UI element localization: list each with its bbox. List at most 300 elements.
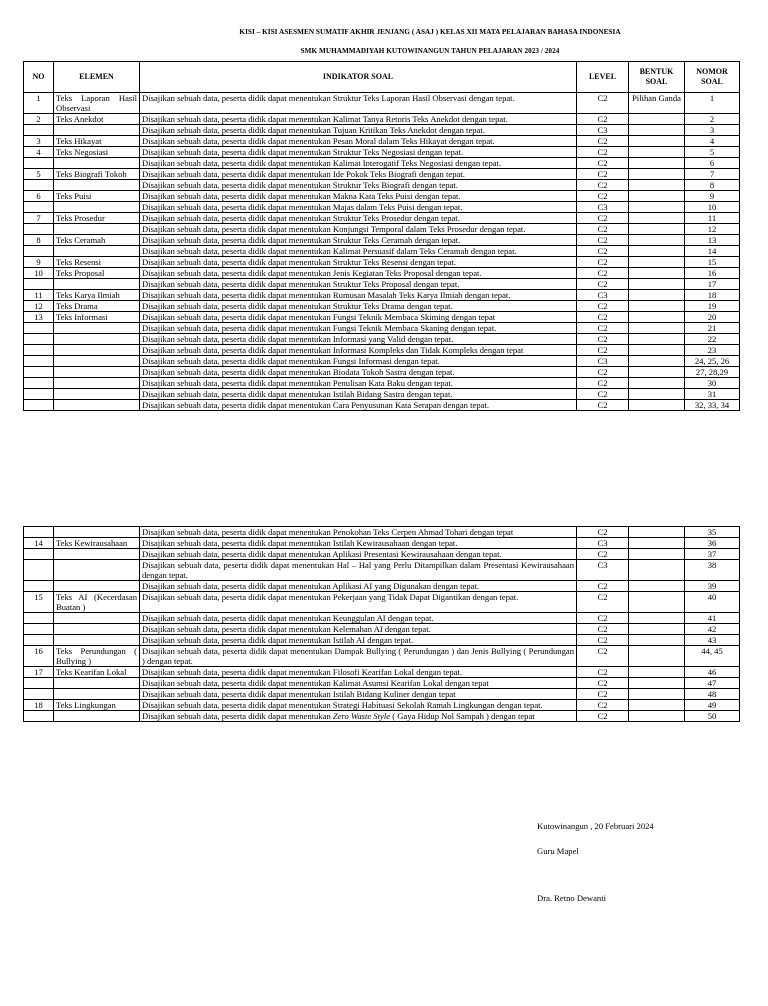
indikator-cell: Disajikan sebuah data, peserta didik dapat menentukan Struktur Teks Proposal dengan tepat. [140,279,577,290]
level-cell: C2 [577,613,629,624]
bentuk-soal-cell [629,169,685,180]
level-cell: C2 [577,246,629,257]
nomor-soal-cell: 30 [685,378,740,389]
row-number: 7 [24,213,54,224]
table-row [24,180,740,191]
table-row [24,527,740,538]
table-row [24,592,740,613]
bentuk-soal-cell [629,400,685,411]
kisi-kisi-table-page-2 [23,526,740,722]
table-row [24,257,740,268]
table-row [24,549,740,560]
bentuk-soal-cell [629,646,685,667]
level-cell: C3 [577,202,629,213]
row-number [24,180,54,191]
table-row [24,246,740,257]
bentuk-soal-cell [629,334,685,345]
nomor-soal-cell: 10 [685,202,740,213]
nomor-soal-cell: 19 [685,301,740,312]
row-number [24,356,54,367]
table-row [24,560,740,581]
column-header-indikator: INDIKATOR SOAL [140,62,577,93]
bentuk-soal-cell [629,367,685,378]
row-number [24,323,54,334]
level-cell: C3 [577,356,629,367]
row-number [24,367,54,378]
table-row [24,635,740,646]
nomor-soal-cell: 4 [685,136,740,147]
bentuk-soal-cell [629,356,685,367]
level-cell: C2 [577,323,629,334]
nomor-soal-cell: 11 [685,213,740,224]
nomor-soal-cell: 49 [685,700,740,711]
indikator-text: ( Gaya Hidup Nol Sampah ) dengan tepat [390,711,535,721]
nomor-soal-cell: 20 [685,312,740,323]
elemen-cell [54,711,140,722]
nomor-soal-cell: 48 [685,689,740,700]
bentuk-soal-cell [629,560,685,581]
bentuk-soal-cell [629,527,685,538]
row-number [24,635,54,646]
nomor-soal-cell: 9 [685,191,740,202]
bentuk-soal-cell [629,323,685,334]
row-number [24,125,54,136]
bentuk-soal-cell [629,549,685,560]
indikator-cell: Disajikan sebuah data, peserta didik dapat menentukan Struktur Teks Resensi dengan tepat. [140,257,577,268]
indikator-cell: Disajikan sebuah data, peserta didik dapat menentukan Majas dalam Teks Puisi dengan tepat. [140,202,577,213]
bentuk-soal-cell [629,389,685,400]
nomor-soal-cell: 23 [685,345,740,356]
level-cell: C2 [577,635,629,646]
signature-name: Dra. Retno Dewanti [537,893,606,903]
elemen-cell: Teks Perundungan ( Bullying ) [54,646,140,667]
indikator-cell: Disajikan sebuah data, peserta didik dapat menentukan Kalimat Interogatif Teks Negosiasi dengan tepat. [140,158,577,169]
bentuk-soal-cell [629,624,685,635]
elemen-cell [54,549,140,560]
indikator-cell: Disajikan sebuah data, peserta didik dapat menentukan Penokohan Teks Cerpen Ahmad Tohari dengan tepat [140,527,577,538]
bentuk-soal-cell [629,667,685,678]
nomor-soal-cell: 2 [685,114,740,125]
bentuk-soal-cell [629,268,685,279]
table-row [24,700,740,711]
table-row [24,114,740,125]
level-cell: C2 [577,345,629,356]
nomor-soal-cell: 31 [685,389,740,400]
row-number [24,527,54,538]
indikator-cell: Disajikan sebuah data, peserta didik dapat menentukan Penulisan Kata Baku dengan tepat. [140,378,577,389]
level-cell: C2 [577,400,629,411]
bentuk-soal-cell [629,378,685,389]
bentuk-soal-cell [629,213,685,224]
indikator-cell: Disajikan sebuah data, peserta didik dapat menentukan Struktur Teks Negosiasi dengan tepat. [140,147,577,158]
bentuk-soal-cell [629,689,685,700]
table-row [24,613,740,624]
bentuk-soal-cell [629,246,685,257]
bentuk-soal-cell [629,257,685,268]
indikator-cell: Disajikan sebuah data, peserta didik dapat menentukan Struktur Teks Laporan Hasil Observasi dengan tepat. [140,93,577,114]
indikator-cell: Disajikan sebuah data, peserta didik dapat menentukan Istilah Bidang Kuliner dengan tepat [140,689,577,700]
row-number [24,711,54,722]
level-cell: C2 [577,678,629,689]
bentuk-soal-cell [629,136,685,147]
table-body-page-1 [24,93,740,411]
indikator-cell: Disajikan sebuah data, peserta didik dapat menentukan Makna Kata Teks Puisi dengan tepat. [140,191,577,202]
level-cell: C2 [577,235,629,246]
row-number: 2 [24,114,54,125]
table-row [24,213,740,224]
indikator-cell: Disajikan sebuah data, peserta didik dapat menentukan Aplikasi Presentasi Kewirausahaan dengan tepat. [140,549,577,560]
row-number [24,581,54,592]
nomor-soal-cell: 40 [685,592,740,613]
nomor-soal-cell: 38 [685,560,740,581]
elemen-cell [54,367,140,378]
bentuk-soal-cell [629,114,685,125]
bentuk-soal-cell: Pilihan Ganda [629,93,685,114]
bentuk-soal-cell [629,191,685,202]
level-cell: C3 [577,538,629,549]
bentuk-soal-cell [629,312,685,323]
elemen-cell [54,345,140,356]
indikator-cell: Disajikan sebuah data, peserta didik dapat menentukan Strategi Habituasi Sekolah Ramah Lingkungan dengan tepat. [140,700,577,711]
table-row [24,538,740,549]
bentuk-soal-cell [629,202,685,213]
level-cell: C2 [577,114,629,125]
elemen-cell: Teks Drama [54,301,140,312]
elemen-cell [54,224,140,235]
bentuk-soal-cell [629,158,685,169]
indikator-cell: Disajikan sebuah data, peserta didik dapat menentukan Kalimat Asumsi Kearifan Lokal dengan tepat [140,678,577,689]
table-row [24,202,740,213]
table-row [24,268,740,279]
column-header-bentuk-soal: BENTUK SOAL [629,62,685,93]
indikator-cell: Disajikan sebuah data, peserta didik dapat menentukan Fungsi Teknik Membaca Skaning dengan tepat. [140,323,577,334]
row-number [24,400,54,411]
nomor-soal-cell: 35 [685,527,740,538]
elemen-cell [54,334,140,345]
table-row [24,93,740,114]
elemen-cell: Teks Proposal [54,268,140,279]
signature-place-date: Kutowinangun , 20 Februari 2024 [537,821,654,831]
table-row [24,581,740,592]
elemen-cell [54,581,140,592]
nomor-soal-cell: 46 [685,667,740,678]
nomor-soal-cell: 27, 28,29 [685,367,740,378]
bentuk-soal-cell [629,235,685,246]
row-number [24,345,54,356]
indikator-cell: Disajikan sebuah data, peserta didik dapat menentukan Pekerjaan yang Tidak Dapat Digantikan dengan tepat. [140,592,577,613]
row-number [24,560,54,581]
elemen-cell: Teks Prosedur [54,213,140,224]
level-cell: C2 [577,93,629,114]
table-row [24,624,740,635]
elemen-cell [54,689,140,700]
elemen-cell [54,356,140,367]
elemen-cell [54,125,140,136]
nomor-soal-cell: 3 [685,125,740,136]
nomor-soal-cell: 14 [685,246,740,257]
nomor-soal-cell: 8 [685,180,740,191]
indikator-cell: Disajikan sebuah data, peserta didik dapat menentukan Kalimat Persuasif dalam Teks Ceramah dengan tepat. [140,246,577,257]
level-cell: C2 [577,667,629,678]
table-row [24,400,740,411]
table-row [24,356,740,367]
elemen-cell [54,246,140,257]
indikator-cell: Disajikan sebuah data, peserta didik dapat menentukan Hal – Hal yang Perlu Ditampilkan dalam Presentasi Kewirausahaan dengan tepat. [140,560,577,581]
row-number [24,678,54,689]
elemen-cell: Teks Lingkungan [54,700,140,711]
table-row [24,158,740,169]
row-number [24,246,54,257]
indikator-cell: Disajikan sebuah data, peserta didik dapat menentukan Fungsi Informasi dengan tepat. [140,356,577,367]
table-row [24,378,740,389]
table-row [24,389,740,400]
elemen-cell: Teks Ceramah [54,235,140,246]
bentuk-soal-cell [629,678,685,689]
row-number: 9 [24,257,54,268]
indikator-cell: Disajikan sebuah data, peserta didik dapat menentukan Istilah Kewirausahaan dengan tepat. [140,538,577,549]
nomor-soal-cell: 36 [685,538,740,549]
indikator-cell: Disajikan sebuah data, peserta didik dapat menentukan Konjungsi Temporal dalam Teks Prosedur dengan tepat. [140,224,577,235]
elemen-cell [54,389,140,400]
table-row [24,235,740,246]
nomor-soal-cell: 37 [685,549,740,560]
bentuk-soal-cell [629,301,685,312]
elemen-cell [54,158,140,169]
table-row [24,367,740,378]
row-number [24,334,54,345]
elemen-cell: Teks Karya Ilmiah [54,290,140,301]
level-cell: C2 [577,700,629,711]
nomor-soal-cell: 5 [685,147,740,158]
row-number [24,158,54,169]
nomor-soal-cell: 32, 33, 34 [685,400,740,411]
elemen-cell [54,279,140,290]
nomor-soal-cell: 6 [685,158,740,169]
elemen-cell: Teks AI (Kecerdasan Buatan ) [54,592,140,613]
bentuk-soal-cell [629,592,685,613]
row-number [24,549,54,560]
bentuk-soal-cell [629,125,685,136]
level-cell: C2 [577,213,629,224]
table-row [24,345,740,356]
bentuk-soal-cell [629,581,685,592]
table-row [24,125,740,136]
nomor-soal-cell: 44, 45 [685,646,740,667]
nomor-soal-cell: 15 [685,257,740,268]
row-number: 1 [24,93,54,114]
row-number: 5 [24,169,54,180]
row-number [24,613,54,624]
row-number: 6 [24,191,54,202]
table-row [24,667,740,678]
row-number: 13 [24,312,54,323]
row-number: 16 [24,646,54,667]
row-number [24,389,54,400]
bentuk-soal-cell [629,345,685,356]
bentuk-soal-cell [629,180,685,191]
row-number [24,279,54,290]
bentuk-soal-cell [629,224,685,235]
indikator-cell: Disajikan sebuah data, peserta didik dapat menentukan Istilah AI dengan tepat. [140,635,577,646]
elemen-cell: Teks Informasi [54,312,140,323]
level-cell: C3 [577,560,629,581]
bentuk-soal-cell [629,290,685,301]
table-body-page-2 [24,527,740,722]
column-header-nomor-soal: NOMOR SOAL [685,62,740,93]
level-cell: C2 [577,191,629,202]
bentuk-soal-cell [629,538,685,549]
level-cell: C2 [577,592,629,613]
elemen-cell [54,378,140,389]
level-cell: C2 [577,378,629,389]
bentuk-soal-cell [629,147,685,158]
document-title: KISI – KISI ASESMEN SUMATIF AKHIR JENJANG ( ASAJ ) KELAS XII MATA PELAJARAN BAHASA INDONESIA [239,28,621,36]
row-number [24,224,54,235]
nomor-soal-cell: 13 [685,235,740,246]
indikator-cell: Disajikan sebuah data, peserta didik dapat menentukan Filosofi Kearifan Lokal dengan tepat. [140,667,577,678]
nomor-soal-cell: 50 [685,711,740,722]
row-number: 4 [24,147,54,158]
elemen-cell: Teks Puisi [54,191,140,202]
table-row [24,136,740,147]
level-cell: C2 [577,169,629,180]
level-cell: C2 [577,624,629,635]
level-cell: C2 [577,689,629,700]
indikator-cell: Disajikan sebuah data, peserta didik dapat menentukan Struktur Teks Drama dengan tepat. [140,301,577,312]
row-number: 8 [24,235,54,246]
nomor-soal-cell: 17 [685,279,740,290]
indikator-cell: Disajikan sebuah data, peserta didik dapat menentukan Pesan Moral dalam Teks Hikayat dengan tepat. [140,136,577,147]
bentuk-soal-cell [629,700,685,711]
table-header-row [24,62,740,93]
nomor-soal-cell: 12 [685,224,740,235]
table-row [24,323,740,334]
column-header-no: NO [24,62,54,93]
elemen-cell [54,323,140,334]
indikator-cell: Disajikan sebuah data, peserta didik dapat menentukan Jenis Kegiatan Teks Proposal dengan tepat. [140,268,577,279]
indikator-cell: Disajikan sebuah data, peserta didik dapat menentukan Kelemahan AI dengan tepat. [140,624,577,635]
table-row [24,279,740,290]
indikator-cell: Disajikan sebuah data, peserta didik dapat menentukan Fungsi Teknik Membaca Skiming dengan tepat [140,312,577,323]
elemen-cell: Teks Laporan Hasil Observasi [54,93,140,114]
table-row [24,301,740,312]
level-cell: C3 [577,125,629,136]
nomor-soal-cell: 16 [685,268,740,279]
column-header-elemen: ELEMEN [54,62,140,93]
elemen-cell [54,560,140,581]
level-cell: C2 [577,312,629,323]
row-number: 11 [24,290,54,301]
indikator-cell: Disajikan sebuah data, peserta didik dapat menentukan Informasi yang Valid dengan tepat. [140,334,577,345]
level-cell: C2 [577,257,629,268]
row-number: 12 [24,301,54,312]
level-cell: C2 [577,136,629,147]
indikator-cell: Disajikan sebuah data, peserta didik dapat menentukan Dampak Bullying ( Perundungan ) dan Jenis Bullying ( Perundungan ) dengan tepat. [140,646,577,667]
row-number: 18 [24,700,54,711]
indikator-cell: Disajikan sebuah data, peserta didik dapat menentukan Struktur Teks Prosedur dengan tepat. [140,213,577,224]
nomor-soal-cell: 21 [685,323,740,334]
table-row [24,169,740,180]
level-cell: C2 [577,224,629,235]
table-row [24,334,740,345]
indikator-cell: Disajikan sebuah data, peserta didik dapat menentukan Cara Penyusunan Kata Serapan dengan tepat. [140,400,577,411]
indikator-text: Disajikan sebuah data, peserta didik dapat menentukan [142,711,333,721]
table-row [24,689,740,700]
row-number [24,378,54,389]
bentuk-soal-cell [629,279,685,290]
indikator-cell: Disajikan sebuah data, peserta didik dapat menentukan Kalimat Tanya Retoris Teks Anekdot dengan tepat. [140,114,577,125]
elemen-cell [54,400,140,411]
indikator-cell [140,711,577,722]
table-row [24,678,740,689]
nomor-soal-cell: 7 [685,169,740,180]
bentuk-soal-cell [629,711,685,722]
level-cell: C2 [577,158,629,169]
row-number: 10 [24,268,54,279]
row-number: 17 [24,667,54,678]
indikator-cell: Disajikan sebuah data, peserta didik dapat menentukan Informasi Kompleks dan Tidak Kompleks dengan tepat [140,345,577,356]
level-cell: C2 [577,581,629,592]
indikator-cell: Disajikan sebuah data, peserta didik dapat menentukan Struktur Teks Ceramah dengan tepat. [140,235,577,246]
table-row [24,711,740,722]
table-row [24,646,740,667]
elemen-cell: Teks Kewirausahaan [54,538,140,549]
indikator-cell: Disajikan sebuah data, peserta didik dapat menentukan Tujuan Kritikan Teks Anekdot dengan tepat. [140,125,577,136]
elemen-cell [54,180,140,191]
nomor-soal-cell: 22 [685,334,740,345]
row-number [24,689,54,700]
level-cell: C2 [577,180,629,191]
level-cell: C2 [577,268,629,279]
level-cell: C2 [577,367,629,378]
level-cell: C2 [577,279,629,290]
row-number: 15 [24,592,54,613]
row-number: 3 [24,136,54,147]
level-cell: C2 [577,389,629,400]
indikator-cell: Disajikan sebuah data, peserta didik dapat menentukan Keunggulan AI dengan tepat. [140,613,577,624]
table-row [24,224,740,235]
elemen-cell: Teks Biografi Tokoh [54,169,140,180]
level-cell: C2 [577,646,629,667]
level-cell: C2 [577,334,629,345]
level-cell: C2 [577,147,629,158]
signature-role: Guru Mapel [537,846,579,856]
nomor-soal-cell: 18 [685,290,740,301]
indikator-cell: Disajikan sebuah data, peserta didik dapat menentukan Biodata Tokoh Sastra dengan tepat. [140,367,577,378]
level-cell: C2 [577,549,629,560]
elemen-cell [54,613,140,624]
row-number [24,624,54,635]
school-subtitle: SMK MUHAMMADIYAH KUTOWINANGUN TAHUN PELAJARAN 2023 / 2024 [300,47,560,55]
elemen-cell [54,527,140,538]
nomor-soal-cell: 24, 25, 26 [685,356,740,367]
indikator-italic-term: Zero Waste Style [332,711,391,721]
elemen-cell [54,678,140,689]
level-cell: C2 [577,301,629,312]
indikator-cell: Disajikan sebuah data, peserta didik dapat menentukan Istilah Bidang Sastra dengan tepat. [140,389,577,400]
bentuk-soal-cell [629,635,685,646]
row-number: 14 [24,538,54,549]
nomor-soal-cell: 43 [685,635,740,646]
level-cell: C3 [577,290,629,301]
elemen-cell: Teks Kearifan Lokal [54,667,140,678]
indikator-cell: Disajikan sebuah data, peserta didik dapat menentukan Struktur Teks Biografi dengan tepat. [140,180,577,191]
table-row [24,147,740,158]
nomor-soal-cell: 47 [685,678,740,689]
row-number [24,202,54,213]
level-cell: C2 [577,527,629,538]
elemen-cell: Teks Negosiasi [54,147,140,158]
